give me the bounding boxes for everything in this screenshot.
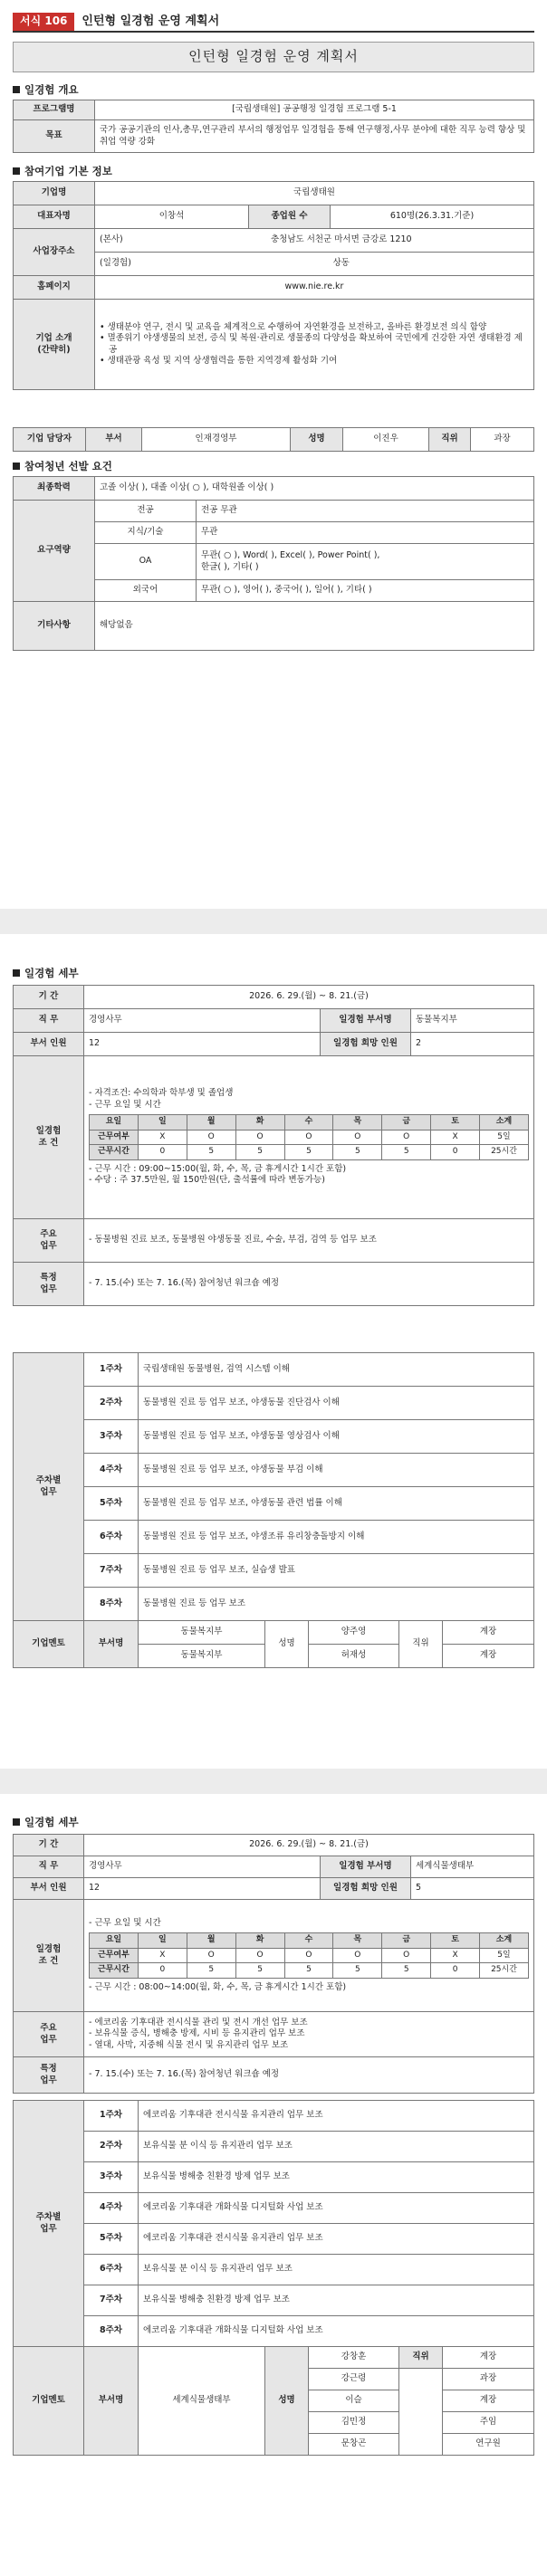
- period-label: 기 간: [14, 1835, 84, 1856]
- oa-label: OA: [95, 544, 197, 580]
- staff-value: 12: [84, 1033, 321, 1056]
- week-number: 4주차: [84, 1454, 139, 1487]
- title-box-text: 인턴형 일경험 운영 계획서: [188, 48, 359, 65]
- skill-label: 지식/기술: [95, 522, 197, 544]
- main-task-label: 주요 업무: [14, 2012, 84, 2057]
- mentor-name-value: 문창곤: [309, 2434, 399, 2456]
- mentor-position-value: 주임: [443, 2412, 534, 2434]
- week-number: 7주차: [84, 1554, 139, 1588]
- schedule-cell: O: [284, 1130, 333, 1145]
- schedule-cell: 5: [333, 1963, 382, 1979]
- schedule-header-cell: 월: [187, 1932, 235, 1948]
- mentor-position-spacer: [399, 2369, 443, 2390]
- condition-line: - 자격조건: 수의학과 학부생 및 졸업생: [89, 1088, 234, 1099]
- schedule-cell: O: [235, 1948, 284, 1963]
- mentor-position-label: 직위: [399, 2347, 443, 2369]
- mentor-name-value: 양주영: [309, 1621, 399, 1645]
- schedule-cell: O: [333, 1948, 382, 1963]
- major-label: 전공: [95, 501, 197, 522]
- staff-label: 부서 인원: [14, 1878, 84, 1900]
- schedule-cell: X: [431, 1948, 480, 1963]
- schedule-header-cell: 월: [187, 1114, 235, 1130]
- section-title: 일경험 세부: [24, 1816, 79, 1828]
- week-number: 5주차: [84, 1487, 139, 1521]
- mentor-position-value: 과장: [443, 2369, 534, 2390]
- section-title: 일경험 세부: [24, 967, 79, 979]
- want-value: 2: [410, 1033, 533, 1056]
- intro-bullet-3: • 생태관광 육성 및 지역 상생협력을 통한 지역경제 활성화 기여: [100, 355, 338, 366]
- schedule-row-workday: [90, 1948, 529, 1963]
- program-name-value: [국립생태원] 공공행정 일경험 프로그램 5-1: [95, 100, 534, 120]
- company-name-value: 국립생태원: [95, 182, 534, 205]
- schedule-row-workday: [90, 1130, 529, 1145]
- week-number: 6주차: [84, 2255, 139, 2285]
- schedule-header-cell: 금: [382, 1114, 431, 1130]
- schedule-header-cell: 요일: [90, 1114, 139, 1130]
- staff-value: 12: [84, 1878, 321, 1900]
- section-title: 참여기업 기본 정보: [24, 165, 112, 177]
- section-title: 참여청년 선발 요건: [24, 460, 112, 472]
- schedule-cell: O: [235, 1130, 284, 1145]
- period-label: 기 간: [14, 986, 84, 1009]
- mentor-label: 기업멘토: [14, 1621, 84, 1668]
- week-number: 3주차: [84, 2162, 139, 2193]
- week-task: 동물병원 진료 등 업무 보조, 야생조류 유리창충돌방지 이해: [139, 1521, 534, 1554]
- schedule-cell: 0: [431, 1145, 480, 1160]
- schedule-cell: X: [138, 1130, 187, 1145]
- mentor-position-value: 계장: [443, 1621, 534, 1645]
- week-number: 5주차: [84, 2224, 139, 2255]
- company-table: [13, 181, 534, 390]
- schedule-cell: O: [187, 1130, 235, 1145]
- manager-name-label: 성명: [291, 428, 343, 452]
- week-task: 동물병원 진료 등 업무 보조, 야생동물 진단검사 이해: [139, 1387, 534, 1420]
- period-value: 2026. 6. 29.(월) ~ 8. 21.(금): [84, 1835, 534, 1856]
- language-value: 무관( ○ ), 영어( ), 중국어( ), 일어( ), 기타( ): [197, 580, 534, 602]
- mentor-position-value: 계장: [443, 1645, 534, 1668]
- schedule-header-cell: 일: [138, 1114, 187, 1130]
- mentor-dept-value: 동물복지부: [139, 1645, 265, 1668]
- schedule-cell: 0: [431, 1963, 480, 1979]
- address-hq-value: 충청남도 서천군 마서면 금강로 1210: [149, 229, 534, 253]
- week-task: 에코리움 기후대관 전시식물 유지관리 업무 보조: [139, 2224, 534, 2255]
- bullet-square-icon: [13, 86, 20, 93]
- week-task: 동물병원 진료 등 업무 보조, 야생동물 부검 이해: [139, 1454, 534, 1487]
- company-intro-value: [95, 300, 534, 390]
- week-number: 7주차: [84, 2285, 139, 2316]
- want-label: 일경험 희망 인원: [320, 1878, 410, 1900]
- week-task: 보유식물 분 이식 등 유지관리 업무 보조: [139, 2255, 534, 2285]
- program-name-label: 프로그램명: [14, 100, 95, 120]
- schedule-header-cell: 요일: [90, 1932, 139, 1948]
- document-title: 인턴형 일경험 운영 계획서: [82, 14, 220, 28]
- section-title: 일경험 개요: [24, 83, 79, 96]
- schedule-cell: 5: [187, 1963, 235, 1979]
- job-label: 직 무: [14, 1009, 84, 1033]
- condition-cell: [84, 1900, 534, 2012]
- mentor-dept-value: 세계식물생태부: [139, 2347, 265, 2456]
- document-page-1: [0, 0, 547, 909]
- week-number: 6주차: [84, 1521, 139, 1554]
- competency-label: 요구역량: [14, 501, 95, 602]
- mentor-table-2: [13, 2346, 534, 2456]
- schedule-cell: 25시간: [480, 1145, 529, 1160]
- week-number: 4주차: [84, 2193, 139, 2224]
- dept-label: 일경험 부서명: [320, 1856, 410, 1878]
- week-task: 에코리움 기후대관 전시식물 유지관리 업무 보조: [139, 2101, 534, 2132]
- form-number-badge: 서식 106: [13, 13, 74, 31]
- manager-name-value: 이진우: [343, 428, 429, 452]
- schedule-header-row: [90, 1932, 529, 1948]
- schedule-header-cell: 화: [235, 1932, 284, 1948]
- mentor-name-label: 성명: [265, 2347, 309, 2456]
- schedule-cell: X: [138, 1948, 187, 1963]
- schedule-row-hours: [90, 1963, 529, 1979]
- etc-value: 해당없음: [95, 602, 534, 651]
- overview-table: [13, 100, 534, 153]
- main-task-line: - 보유식물 증식, 병해충 방제, 시비 등 유지관리 업무 보조: [89, 2028, 305, 2039]
- schedule-cell: 5일: [480, 1130, 529, 1145]
- address-label: 사업장주소: [14, 229, 95, 276]
- schedule-header-cell: 금: [382, 1932, 431, 1948]
- week-number: 2주차: [84, 2132, 139, 2162]
- schedule-header-cell: 소계: [480, 1114, 529, 1130]
- mentor-name-value: 김민정: [309, 2412, 399, 2434]
- address-work-value: 상동: [149, 253, 534, 276]
- document-page-3: [0, 1794, 547, 2576]
- schedule-cell: 근무여부: [90, 1130, 139, 1145]
- schedule-cell: 5: [382, 1963, 431, 1979]
- mentor-label: 기업멘토: [14, 2347, 84, 2456]
- schedule-header-cell: 수: [284, 1932, 333, 1948]
- main-task-line: - 에코리움 기후대관 전시식물 관리 및 전시 개선 업무 보조: [89, 2017, 308, 2027]
- schedule-cell: 5: [284, 1963, 333, 1979]
- schedule-cell: O: [333, 1130, 382, 1145]
- schedule-cell: 5일: [480, 1948, 529, 1963]
- condition-line: - 근무 시간 : 09:00~15:00(월, 화, 수, 목, 금 휴게시간 1시간 포함): [89, 1164, 347, 1175]
- section-heading-company: [13, 165, 534, 178]
- schedule-cell: X: [431, 1130, 480, 1145]
- schedule-cell: 근무여부: [90, 1948, 139, 1963]
- manager-dept-value: 인재경영부: [142, 428, 291, 452]
- mentor-name-value: 이슬: [309, 2390, 399, 2412]
- document-page-2: [0, 934, 547, 1769]
- weekly-label: 주차별 업무: [14, 1353, 84, 1621]
- schedule-cell: 5: [382, 1145, 431, 1160]
- schedule-cell: O: [382, 1948, 431, 1963]
- ceo-value: 이창석: [95, 205, 249, 229]
- schedule-cell: O: [284, 1948, 333, 1963]
- address-hq-label: (본사): [95, 229, 149, 253]
- section-heading-requirements: [13, 460, 534, 473]
- dept-label: 일경험 부서명: [320, 1009, 410, 1033]
- main-task-line: - 열대, 사막, 지중해 식물 전시 및 유지관리 업무 보조: [89, 2039, 289, 2050]
- week-number: 2주차: [84, 1387, 139, 1420]
- section-heading-detail: [13, 1816, 534, 1829]
- weekly-table-2: [13, 2100, 534, 2347]
- weekly-table-1: [13, 1352, 534, 1621]
- schedule-header-cell: 목: [333, 1932, 382, 1948]
- staff-label: 부서 인원: [14, 1033, 84, 1056]
- week-task: 동물병원 진료 등 업무 보조, 야생동물 관련 법률 이해: [139, 1487, 534, 1521]
- schedule-cell: 5: [235, 1963, 284, 1979]
- schedule-row-hours: [90, 1145, 529, 1160]
- schedule-cell: 근무시간: [90, 1145, 139, 1160]
- manager-label: 기업 담당자: [14, 428, 86, 452]
- schedule-header-cell: 토: [431, 1932, 480, 1948]
- schedule-header-cell: 수: [284, 1114, 333, 1130]
- form-header: [13, 13, 534, 33]
- week-task: 보유식물 병해충 친환경 방제 업무 보조: [139, 2162, 534, 2193]
- manager-position-label: 직위: [429, 428, 471, 452]
- manager-position-value: 과장: [471, 428, 534, 452]
- goal-value: 국가 공공기관의 인사,총무,연구관리 부서의 행정업무 일경험을 통해 연구행정,사무 분야에 대한 직무 능력 향상 및 취업 역량 강화: [95, 120, 534, 153]
- schedule-header-cell: 소계: [480, 1932, 529, 1948]
- mentor-position-value: 계장: [443, 2347, 534, 2369]
- week-number: 3주차: [84, 1420, 139, 1454]
- schedule-header-cell: 일: [138, 1932, 187, 1948]
- mentor-table-1: [13, 1620, 534, 1668]
- schedule-cell: 0: [138, 1145, 187, 1160]
- job-value: 경영사무: [84, 1856, 321, 1878]
- condition-label: 일경험 조 건: [14, 1900, 84, 2012]
- week-task: 국립생태원 동물병원, 검역 시스템 이해: [139, 1353, 534, 1387]
- intro-bullet-1: • 생태분야 연구, 전시 및 교육을 체계적으로 수행하여 자연환경을 보전하고, 올바른 환경보전 의식 함양: [100, 321, 487, 332]
- condition-line: - 근무 요일 및 시간: [89, 1917, 161, 1928]
- section-heading-overview: [13, 83, 534, 97]
- mentor-name-value: 강창훈: [309, 2347, 399, 2369]
- condition-line: - 근무 요일 및 시간: [89, 1099, 161, 1110]
- special-task-label: 특정 업무: [14, 2057, 84, 2094]
- week-number: 8주차: [84, 2316, 139, 2347]
- condition-label: 일경험 조 건: [14, 1056, 84, 1219]
- condition-line: - 근무 시간 : 08:00~14:00(월, 화, 수, 목, 금 휴게시간 1시간 포함): [89, 1982, 347, 1993]
- mentor-name-label: 성명: [265, 1621, 309, 1668]
- mentor-position-spacer: [399, 2434, 443, 2456]
- mentor-position-spacer: [399, 2390, 443, 2412]
- dept-value: 세계식물생태부: [410, 1856, 533, 1878]
- requirements-table: [13, 476, 534, 651]
- employee-count-label: 종업원 수: [249, 205, 331, 229]
- detail-table-2: [13, 1834, 534, 2094]
- detail-table-1: [13, 985, 534, 1306]
- schedule-cell: 5: [187, 1145, 235, 1160]
- oa-value: 무관( ○ ), Word( ), Excel( ), Power Point( ), 한글( ), 기타( ): [197, 544, 534, 580]
- bullet-square-icon: [13, 969, 20, 977]
- want-value: 5: [410, 1878, 533, 1900]
- period-value: 2026. 6. 29.(월) ~ 8. 21.(금): [84, 986, 534, 1009]
- intro-bullet-2: • 멸종위기 야생생물의 보전, 증식 및 복원·관리로 생물종의 다양성을 확보하여 국민에게 건강한 자연 생태환경 제공: [100, 333, 523, 355]
- mentor-position-spacer: [399, 2412, 443, 2434]
- job-label: 직 무: [14, 1856, 84, 1878]
- homepage-label: 홈페이지: [14, 276, 95, 300]
- manager-table: [13, 427, 534, 452]
- special-task-value: - 7. 15.(수) 또는 7. 16.(목) 참여청년 워크숍 예정: [84, 2057, 534, 2094]
- employee-count-value: 610명(26.3.31.기준): [331, 205, 534, 229]
- mentor-dept-value: 동물복지부: [139, 1621, 265, 1645]
- special-task-value: - 7. 15.(수) 또는 7. 16.(목) 참여청년 워크숍 예정: [84, 1263, 534, 1306]
- section-heading-detail: [13, 967, 534, 980]
- schedule-cell: O: [382, 1130, 431, 1145]
- mentor-dept-label: 부서명: [84, 2347, 139, 2456]
- schedule-header-cell: 화: [235, 1114, 284, 1130]
- main-task-label: 주요 업무: [14, 1219, 84, 1263]
- week-task: 에코리움 기후대관 개화식물 디지털화 사업 보조: [139, 2193, 534, 2224]
- job-value: 경영사무: [84, 1009, 321, 1033]
- major-value: 전공 무관: [197, 501, 534, 522]
- week-number: 1주차: [84, 2101, 139, 2132]
- mentor-position-value: 계장: [443, 2390, 534, 2412]
- week-task: 동물병원 진료 등 업무 보조, 실습생 발표: [139, 1554, 534, 1588]
- schedule-cell: 0: [138, 1963, 187, 1979]
- week-number: 8주차: [84, 1588, 139, 1621]
- mentor-name-value: 허재성: [309, 1645, 399, 1668]
- schedule-header-cell: 목: [333, 1114, 382, 1130]
- ceo-label: 대표자명: [14, 205, 95, 229]
- bullet-square-icon: [13, 167, 20, 175]
- schedule-header-cell: 토: [431, 1114, 480, 1130]
- schedule-header-row: [90, 1114, 529, 1130]
- skill-value: 무관: [197, 522, 534, 544]
- goal-label: 목표: [14, 120, 95, 153]
- condition-line: - 수당 : 주 37.5만원, 월 150만원(단, 출석률에 따라 변동가능): [89, 1175, 325, 1186]
- mentor-name-value: 강근령: [309, 2369, 399, 2390]
- company-name-label: 기업명: [14, 182, 95, 205]
- special-task-label: 특정 업무: [14, 1263, 84, 1306]
- week-task: 동물병원 진료 등 업무 보조: [139, 1588, 534, 1621]
- etc-label: 기타사항: [14, 602, 95, 651]
- condition-cell: [84, 1056, 534, 1219]
- schedule-table: [89, 1114, 529, 1160]
- main-task-value: [84, 2012, 534, 2057]
- mentor-dept-label: 부서명: [84, 1621, 139, 1668]
- schedule-cell: 5: [235, 1145, 284, 1160]
- schedule-table: [89, 1932, 529, 1979]
- dept-value: 동물복지부: [410, 1009, 533, 1033]
- schedule-cell: 5: [284, 1145, 333, 1160]
- schedule-cell: 근무시간: [90, 1963, 139, 1979]
- week-task: 에코리움 기후대관 개화식물 디지털화 사업 보조: [139, 2316, 534, 2347]
- bullet-square-icon: [13, 1818, 20, 1826]
- week-task: 동물병원 진료 등 업무 보조, 야생동물 영상검사 이해: [139, 1420, 534, 1454]
- education-value: 고졸 이상( ), 대졸 이상( ○ ), 대학원졸 이상( ): [95, 477, 534, 501]
- schedule-cell: 5: [333, 1145, 382, 1160]
- mentor-position-label: 직위: [399, 1621, 443, 1668]
- title-box: [13, 42, 534, 72]
- schedule-cell: O: [187, 1948, 235, 1963]
- homepage-value[interactable]: www.nie.re.kr: [95, 276, 534, 300]
- bullet-square-icon: [13, 463, 20, 470]
- address-work-label: (일경험): [95, 253, 149, 276]
- week-task: 보유식물 병해충 친환경 방제 업무 보조: [139, 2285, 534, 2316]
- company-intro-label: 기업 소개 (간략히): [14, 300, 95, 390]
- week-number: 1주차: [84, 1353, 139, 1387]
- week-task: 보유식물 분 이식 등 유지관리 업무 보조: [139, 2132, 534, 2162]
- manager-dept-label: 부서: [86, 428, 142, 452]
- want-label: 일경험 희망 인원: [320, 1033, 410, 1056]
- weekly-label: 주차별 업무: [14, 2101, 84, 2347]
- education-label: 최종학력: [14, 477, 95, 501]
- mentor-position-value: 연구원: [443, 2434, 534, 2456]
- main-task-value: - 동물병원 진료 보조, 동물병원 야생동물 진료, 수술, 부검, 검역 등 업무 보조: [84, 1219, 534, 1263]
- schedule-cell: 25시간: [480, 1963, 529, 1979]
- language-label: 외국어: [95, 580, 197, 602]
